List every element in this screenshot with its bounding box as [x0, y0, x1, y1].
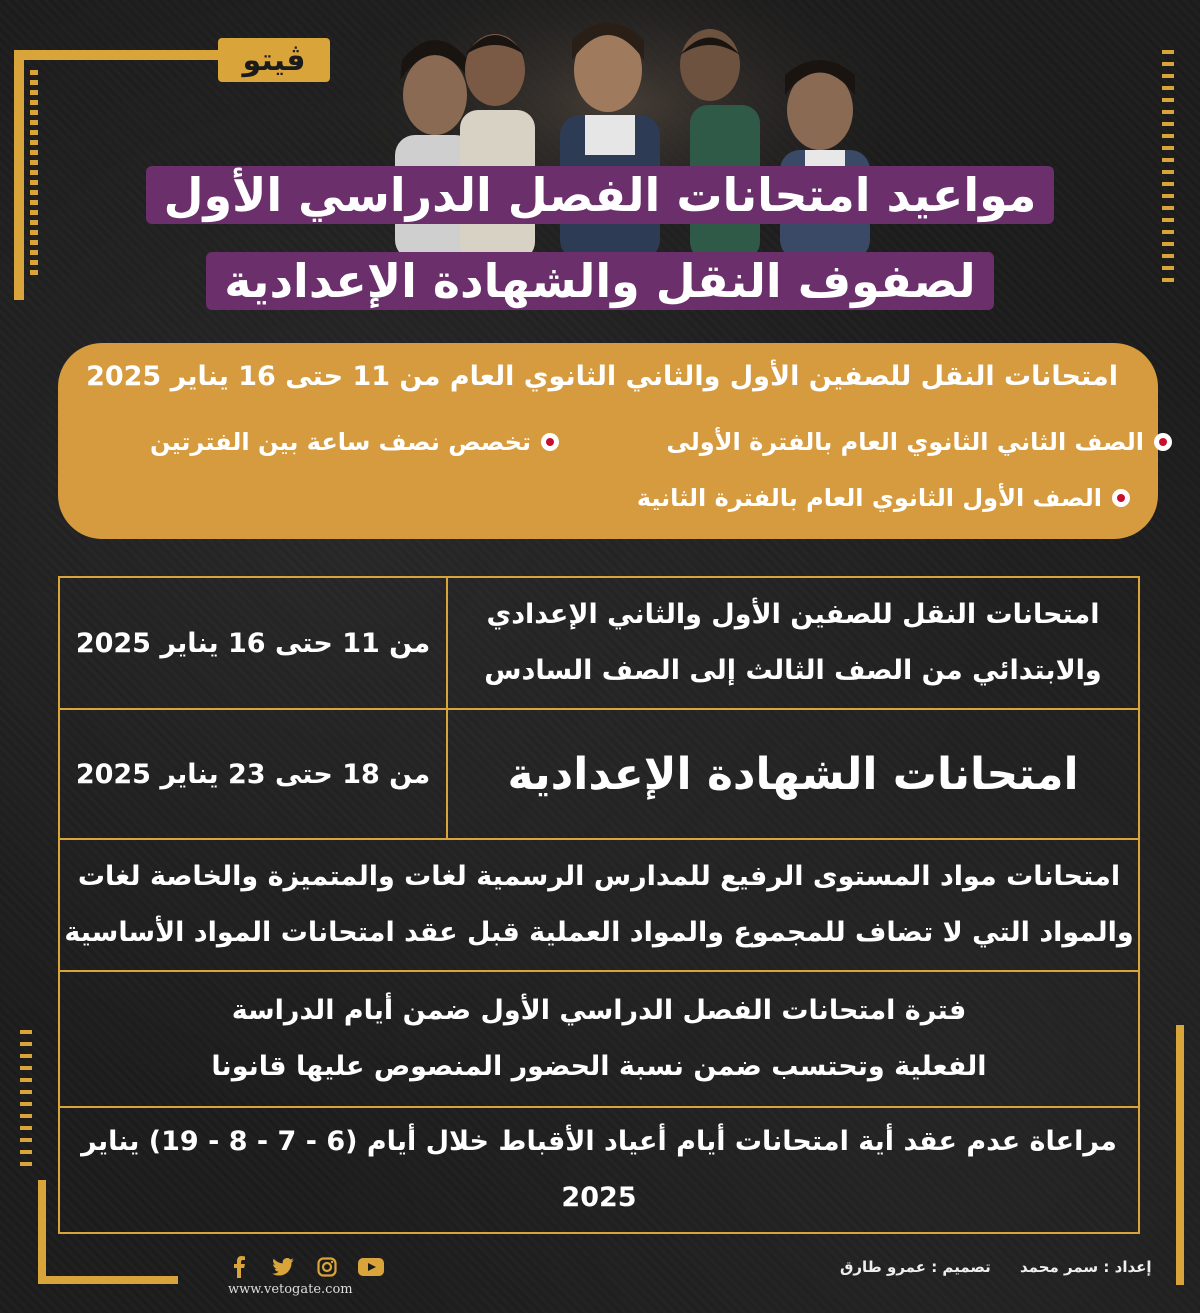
title-line-1 — [0, 166, 1200, 224]
frame-top-bar — [14, 50, 224, 60]
brand-logo: ڤيتو — [218, 38, 330, 82]
table-row — [60, 840, 1138, 972]
secondary-bullet-3-text: الصف الأول الثانوي العام بالفترة الثانية — [636, 484, 1102, 512]
row1-desc — [448, 578, 1138, 708]
row4-line1: فترة امتحانات الفصل الدراسي الأول ضمن أيام الدراسة — [231, 995, 967, 1026]
website-url[interactable]: www.vetogate.com — [228, 1282, 353, 1297]
row4-line2: الفعلية وتحتسب ضمن نسبة الحضور المنصوص عليها قانونا — [211, 1051, 987, 1082]
row2-desc: امتحانات الشهادة الإعدادية — [507, 748, 1079, 800]
frame-bottom-left-bar — [38, 1180, 46, 1284]
secondary-bullet-1 — [666, 428, 1172, 456]
bullet-dot-icon — [541, 433, 559, 451]
table-row — [60, 1108, 1138, 1232]
social-icons — [226, 1256, 384, 1278]
facebook-icon[interactable] — [226, 1256, 252, 1278]
credit-prepared-by: إعداد : سمر محمد — [1020, 1258, 1152, 1276]
table-row — [60, 710, 1138, 840]
row1-date: من 11 حتى 16 يناير 2025 — [60, 578, 448, 708]
secondary-exams-heading: امتحانات النقل للصفين الأول والثاني الثانوي العام من 11 حتى 16 يناير 2025 — [86, 361, 1118, 392]
title-line-2 — [0, 252, 1200, 310]
row3-line2: والمواد التي لا تضاف للمجموع والمواد العملية قبل عقد امتحانات المواد الأساسية — [64, 917, 1134, 948]
secondary-bullet-2 — [150, 428, 559, 456]
title-line-2-text: لصفوف النقل والشهادة الإعدادية — [206, 252, 993, 310]
secondary-bullet-3 — [637, 484, 1130, 512]
credit-designed-by: تصميم : عمرو طارق — [840, 1258, 991, 1276]
row2-date: من 18 حتى 23 يناير 2025 — [60, 710, 448, 838]
table-row — [60, 578, 1138, 710]
secondary-bullet-2-text: تخصص نصف ساعة بين الفترتين — [150, 428, 531, 456]
bullet-dot-icon — [1154, 433, 1172, 451]
row1-desc-line1: امتحانات النقل للصفين الأول والثاني الإعدادي — [486, 599, 1100, 630]
row3-line1: امتحانات مواد المستوى الرفيع للمدارس الرسمية لغات والمتميزة والخاصة لغات — [77, 861, 1121, 892]
frame-right-bar — [1176, 1025, 1184, 1285]
frame-bottom-bar — [38, 1276, 178, 1284]
instagram-icon[interactable] — [314, 1256, 340, 1278]
frame-dots-left — [20, 1030, 32, 1174]
exam-schedule-table — [58, 576, 1140, 1234]
title-line-1-text: مواعيد امتحانات الفصل الدراسي الأول — [146, 166, 1055, 224]
row5-line1: مراعاة عدم عقد أية امتحانات أيام أعياد الأقباط خلال أيام (6 - 7 - 8 - 19) يناير 2025 — [81, 1126, 1117, 1213]
youtube-icon[interactable] — [358, 1256, 384, 1278]
bullet-dot-icon — [1112, 489, 1130, 507]
twitter-icon[interactable] — [270, 1256, 296, 1278]
table-row — [60, 972, 1138, 1108]
secondary-bullet-1-text: الصف الثاني الثانوي العام بالفترة الأولى — [666, 428, 1144, 456]
row1-desc-line2: والابتدائي من الصف الثالث إلى الصف السادس — [484, 655, 1102, 686]
